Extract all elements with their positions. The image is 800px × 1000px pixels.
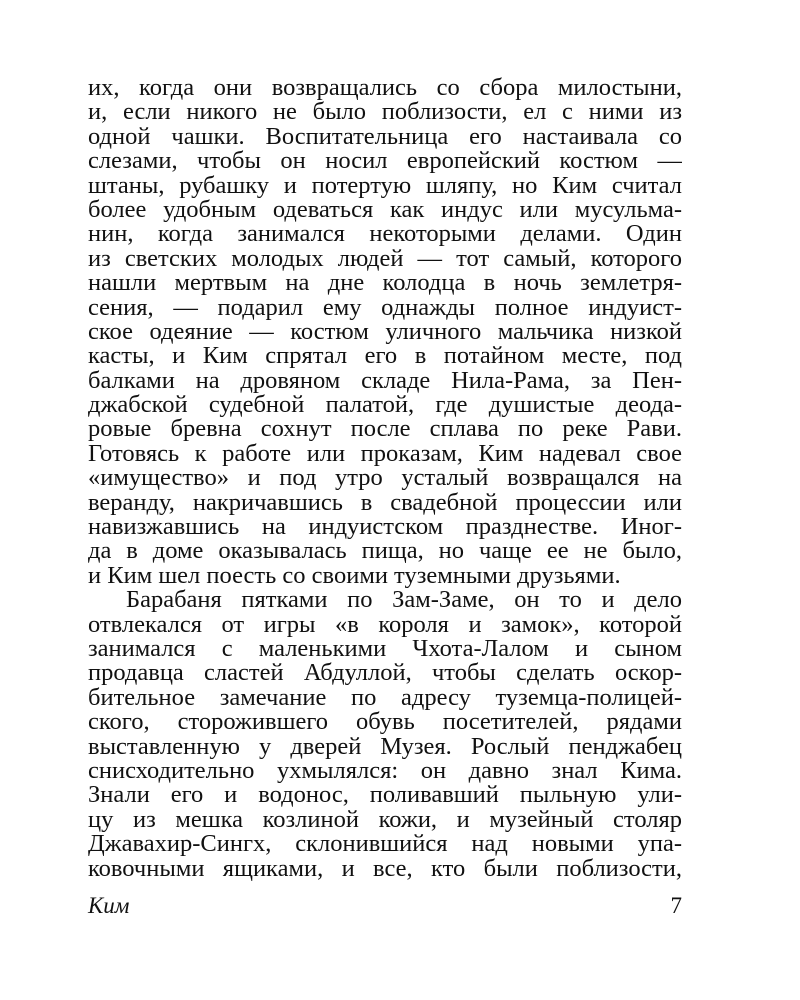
page-footer [88,893,682,923]
text-line: бительное замечание по адресу туземца-полицей- [88,685,682,711]
text-line: их, когда они возвращались со сбора милостыни, [88,76,682,101]
text-line: ское одеяние — костюм уличного мальчика низкой [88,319,682,345]
text-line: ровые бревна сохнут после сплава по реке Рави. [88,417,682,442]
body-text [88,76,682,881]
text-line: навизжавшись на индуистском празднестве. Иног- [88,515,682,540]
text-line: продавца сластей Абдуллой, чтобы сделать оскор- [88,661,682,686]
text-line: Джавахир-Сингх, склонившийся над новыми упа- [88,832,682,857]
running-title: Ким [88,893,130,918]
text-line: нашли мертвым на дне колодца в ночь землетря- [88,271,682,296]
text-line: да в доме оказывалась пища, но чаще ее не было, [88,539,682,564]
text-line: джабской судебной палатой, где душистые деода- [88,393,682,418]
text-line: снисходительно ухмылялся: он давно знал Кима. [88,758,682,784]
text-line: занимался с маленькими Чхота-Лалом и сыном [88,636,682,662]
text-line: слезами, чтобы он носил европейский костюм — [88,149,682,174]
text-line: из светских молодых людей — тот самый, которого [88,246,682,272]
text-line: нин, когда занимался некоторыми делами. Один [88,222,682,247]
text-line: веранду, накричавшись в свадебной процессии или [88,490,682,516]
text-line: цу из мешка козлиной кожи, и музейный столяр [88,807,682,833]
text-line: и, если никого не было поблизости, ел с ними из [88,100,682,125]
text-line: Знали его и водонос, поливавший пыльную ули- [88,783,682,808]
text-line: балками на дровяном складе Нила-Рама, за Пен- [88,368,682,394]
page-number: 7 [670,893,682,918]
text-line: ковочными ящиками, и все, кто были поблизости, [88,856,682,881]
text-line: и Ким шел поесть со своими туземными друзьями. [88,563,621,589]
text-line: «имущество» и под утро усталый возвращался на [88,466,682,491]
text-line: Барабаня пятками по Зам-Заме, он то и дело [126,588,682,613]
text-line: штаны, рубашку и потертую шляпу, но Ким считал [88,173,682,198]
text-line: более удобным одеваться как индус или мусульма- [88,197,682,223]
text-line: отвлекался от игры «в короля и замок», которой [88,612,682,637]
text-line: ского, сторожившего обувь посетителей, рядами [88,710,682,735]
text-line: Готовясь к работе или проказам, Ким надевал свое [88,441,682,467]
text-line: выставленную у дверей Музея. Рослый пенджабец [88,734,682,759]
text-line: сения, — подарил ему однажды полное индуист- [88,295,682,320]
text-line: одной чашки. Воспитательница его настаивала со [88,124,682,150]
text-line: касты, и Ким спрятал его в потайном месте, под [88,344,682,369]
